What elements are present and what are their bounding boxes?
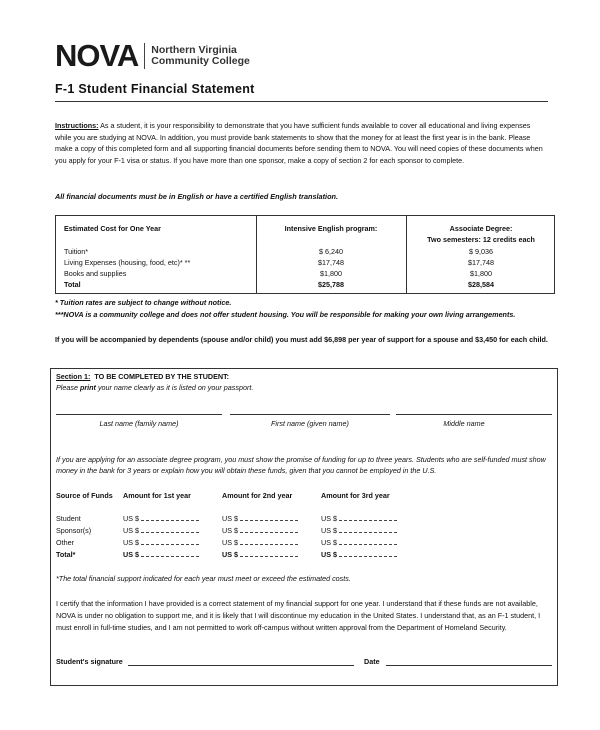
currency-label: US $ bbox=[222, 538, 238, 547]
instruction-part: your name clearly as it is listed on your passport. bbox=[95, 383, 254, 392]
cost-col-header: Estimated Cost for One Year bbox=[64, 224, 161, 233]
middle-name-label: Middle name bbox=[443, 419, 485, 428]
cost-row-label: Tuition* bbox=[64, 247, 89, 256]
cost-row-label: Books and supplies bbox=[64, 269, 127, 278]
signature-field[interactable] bbox=[128, 665, 354, 666]
amount-line bbox=[339, 526, 397, 533]
amount-line bbox=[240, 526, 298, 533]
amount-line bbox=[141, 550, 199, 557]
cost-cell: $ 9,036 bbox=[469, 247, 493, 256]
currency-label: US $ bbox=[123, 538, 139, 547]
certification-statement: I certify that the information I have provided is a correct statement of my financial support for one year. I understand that if these funds are not available, NOVA is under no obligation to support me, and it is likely that I will discontinue my education in the United States. I understand that, as an F-1 student, I must enroll in full-time studies, and I am not permitted to work off-campus without written approval from the Department of Homeland Security. bbox=[56, 599, 541, 632]
amount-line bbox=[141, 514, 199, 521]
amount-line bbox=[141, 538, 199, 545]
instructions-label: Instructions: bbox=[55, 121, 99, 130]
date-field[interactable] bbox=[386, 665, 552, 666]
first-name-field[interactable] bbox=[230, 414, 390, 415]
cost-col-header: Associate Degree: bbox=[449, 224, 513, 233]
sponsor-year-1-field[interactable] bbox=[123, 526, 199, 535]
cost-total-label: Total bbox=[64, 280, 81, 289]
currency-label: US $ bbox=[222, 514, 238, 523]
instructions-paragraph bbox=[55, 120, 545, 166]
student-year-1-field[interactable] bbox=[123, 514, 199, 523]
amount-line bbox=[240, 538, 298, 545]
dependents-note: If you will be accompanied by dependents (spouse and/or child) you must add $6,898 per year of support for a spouse and $3,450 for each child. bbox=[55, 335, 548, 344]
last-name-label: Last name (family name) bbox=[99, 419, 179, 428]
instruction-emphasis: print bbox=[79, 383, 96, 392]
currency-label: US $ bbox=[222, 526, 238, 535]
currency-label: US $ bbox=[123, 514, 139, 523]
instructions-text: As a student, it is your responsibility to demonstrate that you have sufficient funds available to cover all educational and living expenses while you are studying at NOVA. In addition, you must provide bank statements to show that the money for at least the first year is in the bank. Please make a copy of this completed form and all supporting financial documents before sending them to NOVA. You will need copies of these documents when you apply for your F-1 visa or status. If you have more than one sponsor, make a copy of section 2 for each sponsor to complete. bbox=[55, 121, 543, 165]
cost-total-cell: $28,584 bbox=[468, 280, 494, 289]
title-divider bbox=[55, 101, 548, 102]
cost-cell: $1,800 bbox=[470, 269, 492, 278]
cost-table bbox=[55, 215, 555, 294]
total-year-2-field[interactable] bbox=[222, 550, 298, 559]
funds-row-label: Other bbox=[56, 538, 74, 547]
funds-header-year-2: Amount for 2nd year bbox=[222, 491, 293, 500]
funds-row-label: Sponsor(s) bbox=[56, 526, 92, 535]
currency-label: US $ bbox=[321, 538, 337, 547]
total-year-3-field[interactable] bbox=[321, 550, 397, 559]
currency-label: US $ bbox=[321, 514, 337, 523]
sponsor-year-2-field[interactable] bbox=[222, 526, 298, 535]
logo-subtitle bbox=[151, 45, 250, 67]
funds-header-source: Source of Funds bbox=[56, 491, 113, 500]
currency-label: US $ bbox=[123, 526, 139, 535]
cost-col-header: Intensive English program: bbox=[284, 224, 378, 233]
other-year-1-field[interactable] bbox=[123, 538, 199, 547]
amount-line bbox=[141, 526, 199, 533]
amount-line bbox=[339, 538, 397, 545]
funds-header-year-3: Amount for 3rd year bbox=[321, 491, 390, 500]
student-year-3-field[interactable] bbox=[321, 514, 397, 523]
other-year-3-field[interactable] bbox=[321, 538, 397, 547]
cost-row-label: Living Expenses (housing, food, etc)* ** bbox=[64, 258, 191, 267]
logo-line-1: Northern Virginia bbox=[151, 44, 237, 56]
amount-line bbox=[240, 550, 298, 557]
currency-label: US $ bbox=[321, 526, 337, 535]
student-year-2-field[interactable] bbox=[222, 514, 298, 523]
middle-name-field[interactable] bbox=[396, 414, 552, 415]
funds-header-year-1: Amount for 1st year bbox=[123, 491, 191, 500]
section-1-instruction bbox=[56, 383, 253, 392]
housing-footnote: ***NOVA is a community college and does not offer student housing. You will be responsible for making your own living arrangements. bbox=[55, 310, 516, 319]
cost-cell: $1,800 bbox=[320, 269, 342, 278]
currency-label: US $ bbox=[123, 550, 139, 559]
nova-logo bbox=[55, 40, 250, 72]
first-name-label: First name (given name) bbox=[271, 419, 349, 428]
page-title: F-1 Student Financial Statement bbox=[55, 82, 255, 96]
cost-cell: $17,748 bbox=[318, 258, 344, 267]
last-name-field[interactable] bbox=[56, 414, 222, 415]
cost-cell: $17,748 bbox=[468, 258, 494, 267]
amount-line bbox=[339, 550, 397, 557]
instruction-part: Please bbox=[56, 383, 80, 392]
funds-row-label: Total* bbox=[56, 550, 76, 559]
logo-line-2: Community College bbox=[151, 55, 250, 67]
amount-line bbox=[339, 514, 397, 521]
associate-degree-note: If you are applying for an associate degree program, you must show the promise of funding for up to three years. Students who are self-funded must show money in the bank for 3 years or explain how you will obtain these funds, given that you cannot be employed in the U.S. bbox=[56, 455, 546, 476]
logo-divider bbox=[144, 43, 145, 69]
cost-col-subheader: Two semesters: 12 credits each bbox=[427, 235, 535, 244]
total-year-1-field[interactable] bbox=[123, 550, 199, 559]
amount-line bbox=[240, 514, 298, 521]
cost-total-cell: $25,788 bbox=[318, 280, 344, 289]
date-label: Date bbox=[364, 657, 380, 666]
financial-documents-note: All financial documents must be in English or have a certified English translation. bbox=[55, 192, 339, 201]
section-1-label: Section 1: bbox=[56, 372, 91, 381]
logo-mark: NOVA bbox=[55, 38, 139, 73]
section-1-title bbox=[56, 372, 229, 381]
funds-row-label: Student bbox=[56, 514, 81, 523]
sponsor-year-3-field[interactable] bbox=[321, 526, 397, 535]
total-support-note: *The total financial support indicated for each year must meet or exceed the estimated costs. bbox=[56, 574, 351, 583]
tuition-footnote: * Tuition rates are subject to change without notice. bbox=[55, 298, 232, 307]
cost-cell: $ 6,240 bbox=[319, 247, 343, 256]
signature-label: Student's signature bbox=[56, 657, 123, 666]
currency-label: US $ bbox=[222, 550, 238, 559]
section-1-heading: TO BE COMPLETED BY THE STUDENT: bbox=[94, 372, 230, 381]
currency-label: US $ bbox=[321, 550, 337, 559]
other-year-2-field[interactable] bbox=[222, 538, 298, 547]
